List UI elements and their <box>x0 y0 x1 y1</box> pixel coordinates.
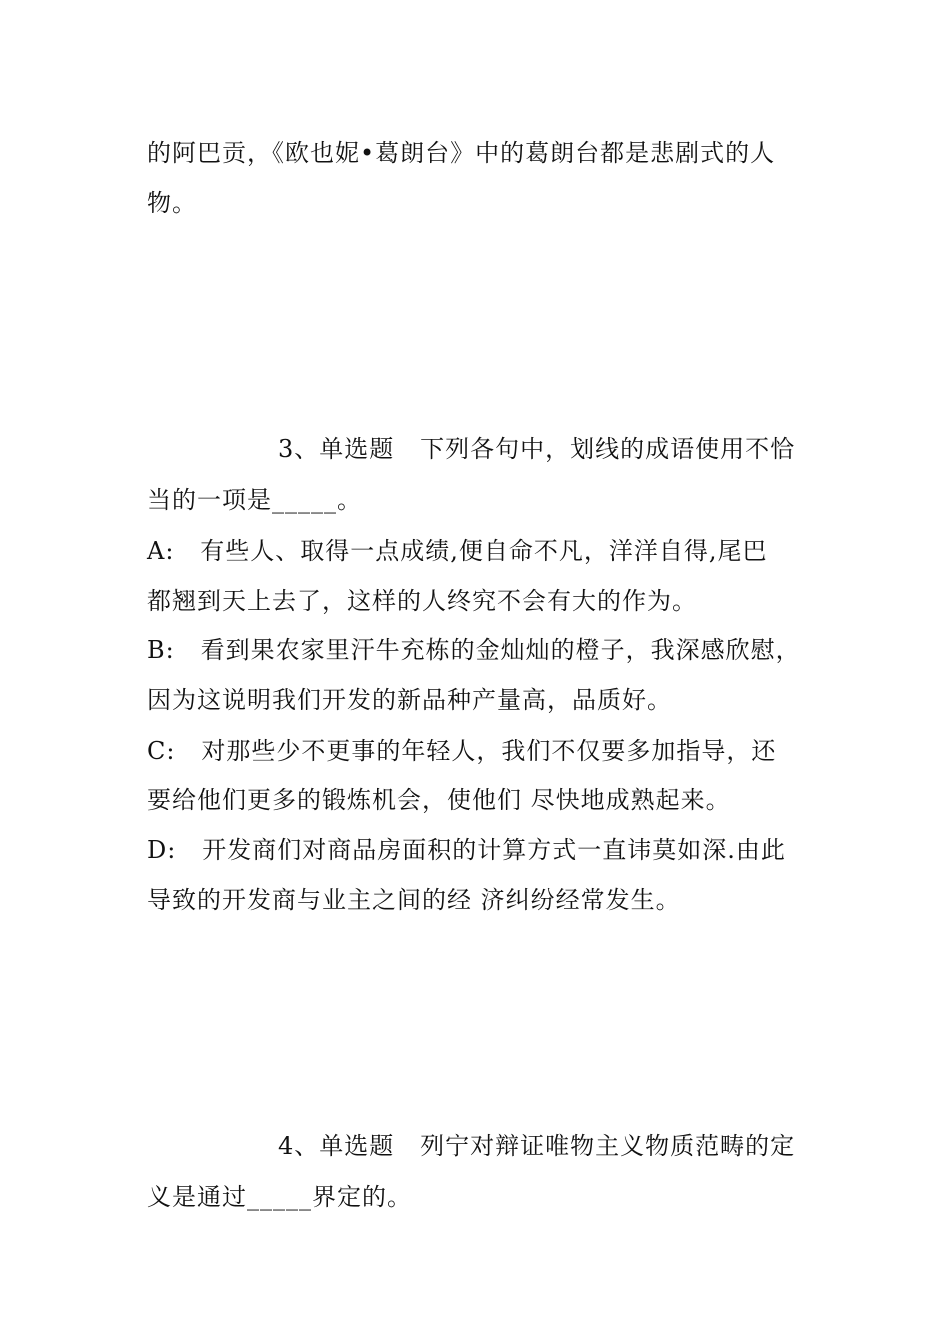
option-d-line-1: D: 开发商们对商品房面积的计算方式一直讳莫如深.由此 <box>147 836 786 864</box>
question-3-stem-line-2: 当的一项是_____。 <box>147 486 362 514</box>
question-4-stem-line-2: 义是通过_____界定的。 <box>147 1183 412 1211</box>
option-c-line-2: 要给他们更多的锻炼机会，使他们 尽快地成熟起来。 <box>147 786 731 814</box>
intro-line-2: 物。 <box>147 189 197 217</box>
question-3-stem-line-1: 3、单选题 下列各句中，划线的成语使用不恰 <box>278 435 796 463</box>
option-b-line-2: 因为这说明我们开发的新品种产量高，品质好。 <box>147 686 672 714</box>
option-a-line-2: 都翘到天上去了，这样的人终究不会有大的作为。 <box>147 587 697 615</box>
question-4-stem-line-1: 4、单选题 列宁对辩证唯物主义物质范畴的定 <box>278 1132 796 1160</box>
option-d-line-2: 导致的开发商与业主之间的经 济纠纷经常发生。 <box>147 886 681 914</box>
option-a-line-1: A: 有些人、取得一点成绩,便自命不凡，洋洋自得,尾巴 <box>147 537 768 565</box>
intro-line-1: 的阿巴贡，《欧也妮•葛朗台》中的葛朗台都是悲剧式的人 <box>147 139 776 167</box>
option-b-line-1: B: 看到果农家里汗牛充栋的金灿灿的橙子，我深感欣慰， <box>147 636 801 664</box>
option-c-line-1: C: 对那些少不更事的年轻人，我们不仅要多加指导，还 <box>147 737 777 765</box>
